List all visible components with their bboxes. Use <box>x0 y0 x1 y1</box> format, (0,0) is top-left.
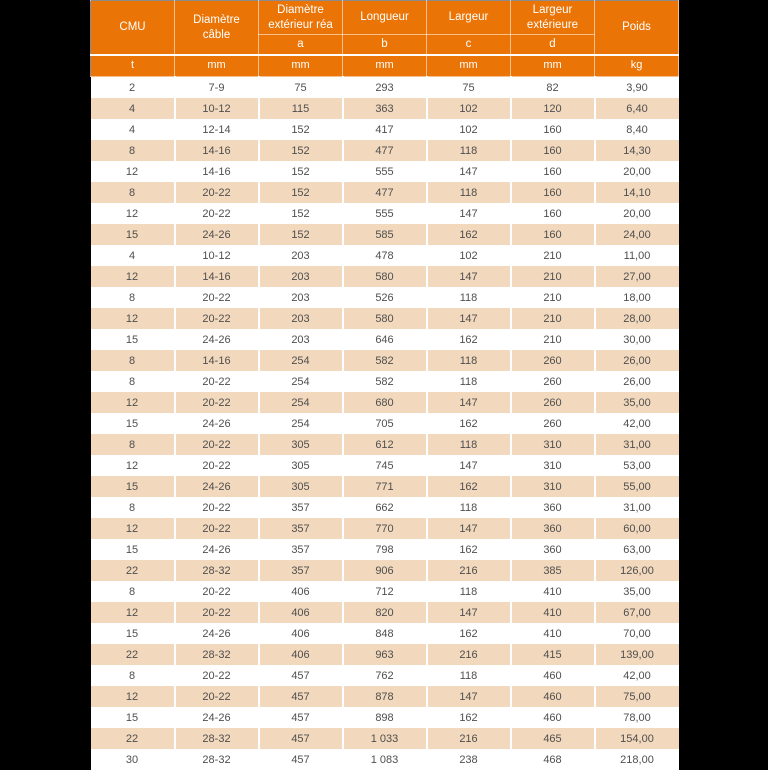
table-cell: 102 <box>427 245 511 266</box>
table-cell: 360 <box>511 518 595 539</box>
table-cell: 162 <box>427 707 511 728</box>
table-cell: 162 <box>427 224 511 245</box>
table-cell: 26,00 <box>595 371 679 392</box>
table-cell: 60,00 <box>595 518 679 539</box>
table-cell: 152 <box>259 161 343 182</box>
table-cell: 147 <box>427 308 511 329</box>
table-cell: 357 <box>259 539 343 560</box>
table-row <box>91 140 679 161</box>
table-cell: 363 <box>343 98 427 119</box>
table-cell: 147 <box>427 686 511 707</box>
table-row <box>91 434 679 455</box>
table-cell: 26,00 <box>595 350 679 371</box>
table-cell: 305 <box>259 476 343 497</box>
table-cell: 357 <box>259 560 343 581</box>
table-cell: 75 <box>259 77 343 99</box>
dimension-letter-d: d <box>511 35 595 56</box>
table-cell: 160 <box>511 224 595 245</box>
table-row <box>91 308 679 329</box>
table-cell: 12 <box>91 203 175 224</box>
table-cell: 15 <box>91 623 175 644</box>
table-row <box>91 245 679 266</box>
table-row <box>91 581 679 602</box>
table-cell: 580 <box>343 308 427 329</box>
specification-table <box>90 0 679 770</box>
table-cell: 22 <box>91 560 175 581</box>
table-cell: 20-22 <box>175 203 259 224</box>
table-cell: 1 033 <box>343 728 427 749</box>
table-cell: 254 <box>259 350 343 371</box>
table-cell: 238 <box>427 749 511 770</box>
table-cell: 160 <box>511 119 595 140</box>
table-row <box>91 560 679 581</box>
table-cell: 28-32 <box>175 728 259 749</box>
table-cell: 147 <box>427 518 511 539</box>
table-cell: 705 <box>343 413 427 434</box>
table-row <box>91 665 679 686</box>
table-cell: 2 <box>91 77 175 99</box>
table-cell: 460 <box>511 707 595 728</box>
table-cell: 152 <box>259 182 343 203</box>
table-cell: 460 <box>511 686 595 707</box>
table-cell: 8 <box>91 287 175 308</box>
table-cell: 798 <box>343 539 427 560</box>
table-cell: 20-22 <box>175 287 259 308</box>
table-row <box>91 329 679 350</box>
table-cell: 24-26 <box>175 413 259 434</box>
table-cell: 8 <box>91 497 175 518</box>
table-cell: 126,00 <box>595 560 679 581</box>
column-header-diametre-exterieur-rea: Diamètre extérieur réa <box>259 1 343 35</box>
table-cell: 260 <box>511 350 595 371</box>
table-cell: 457 <box>259 749 343 770</box>
table-cell: 14,10 <box>595 182 679 203</box>
table-cell: 848 <box>343 623 427 644</box>
table-cell: 15 <box>91 413 175 434</box>
table-row <box>91 182 679 203</box>
table-cell: 12-14 <box>175 119 259 140</box>
table-cell: 8 <box>91 581 175 602</box>
table-row <box>91 371 679 392</box>
table-cell: 15 <box>91 476 175 497</box>
table-cell: 147 <box>427 602 511 623</box>
table-cell: 203 <box>259 329 343 350</box>
table-cell: 20-22 <box>175 581 259 602</box>
table-cell: 10-12 <box>175 98 259 119</box>
column-header-cmu: CMU <box>91 1 175 56</box>
table-cell: 210 <box>511 329 595 350</box>
unit-largeur: mm <box>427 55 511 77</box>
table-cell: 12 <box>91 455 175 476</box>
table-row <box>91 224 679 245</box>
table-body <box>91 77 679 770</box>
table-cell: 460 <box>511 665 595 686</box>
table-cell: 360 <box>511 497 595 518</box>
table-cell: 28,00 <box>595 308 679 329</box>
table-cell: 70,00 <box>595 623 679 644</box>
table-cell: 406 <box>259 581 343 602</box>
table-cell: 35,00 <box>595 392 679 413</box>
table-cell: 216 <box>427 644 511 665</box>
table-cell: 745 <box>343 455 427 476</box>
table-cell: 12 <box>91 161 175 182</box>
unit-diametre-exterieur: mm <box>259 55 343 77</box>
table-cell: 218,00 <box>595 749 679 770</box>
table-row <box>91 203 679 224</box>
table-cell: 147 <box>427 161 511 182</box>
table-cell: 147 <box>427 455 511 476</box>
table-cell: 4 <box>91 245 175 266</box>
table-cell: 410 <box>511 602 595 623</box>
table-cell: 24-26 <box>175 707 259 728</box>
table-cell: 75 <box>427 77 511 99</box>
table-cell: 203 <box>259 308 343 329</box>
table-cell: 115 <box>259 98 343 119</box>
table-cell: 12 <box>91 308 175 329</box>
table-cell: 14,30 <box>595 140 679 161</box>
table-cell: 465 <box>511 728 595 749</box>
table-cell: 457 <box>259 686 343 707</box>
dimension-letter-b: b <box>343 35 427 56</box>
table-cell: 310 <box>511 455 595 476</box>
table-cell: 20-22 <box>175 371 259 392</box>
table-cell: 260 <box>511 392 595 413</box>
table-cell: 20-22 <box>175 308 259 329</box>
table-row <box>91 413 679 434</box>
table-cell: 147 <box>427 266 511 287</box>
table-cell: 468 <box>511 749 595 770</box>
table-cell: 162 <box>427 539 511 560</box>
table-cell: 20-22 <box>175 518 259 539</box>
table-row <box>91 266 679 287</box>
table-cell: 35,00 <box>595 581 679 602</box>
table-cell: 406 <box>259 644 343 665</box>
table-cell: 20-22 <box>175 497 259 518</box>
table-cell: 162 <box>427 623 511 644</box>
table-cell: 10-12 <box>175 245 259 266</box>
table-cell: 42,00 <box>595 413 679 434</box>
table-cell: 160 <box>511 203 595 224</box>
table-cell: 210 <box>511 308 595 329</box>
header-row-main <box>91 1 679 35</box>
table-row <box>91 287 679 308</box>
table-cell: 20-22 <box>175 602 259 623</box>
table-cell: 162 <box>427 329 511 350</box>
table-cell: 260 <box>511 413 595 434</box>
table-row <box>91 476 679 497</box>
table-cell: 293 <box>343 77 427 99</box>
table-cell: 477 <box>343 182 427 203</box>
table-cell: 385 <box>511 560 595 581</box>
unit-largeur-exterieure: mm <box>511 55 595 77</box>
table-cell: 53,00 <box>595 455 679 476</box>
unit-cmu: t <box>91 55 175 77</box>
table-cell: 15 <box>91 539 175 560</box>
table-cell: 147 <box>427 392 511 413</box>
table-cell: 216 <box>427 560 511 581</box>
table-cell: 612 <box>343 434 427 455</box>
table-cell: 8,40 <box>595 119 679 140</box>
table-cell: 526 <box>343 287 427 308</box>
table-cell: 771 <box>343 476 427 497</box>
table-cell: 8 <box>91 434 175 455</box>
table-cell: 406 <box>259 623 343 644</box>
table-row <box>91 728 679 749</box>
column-header-largeur: Largeur <box>427 1 511 35</box>
table-cell: 8 <box>91 665 175 686</box>
table-cell: 24-26 <box>175 539 259 560</box>
table-cell: 8 <box>91 182 175 203</box>
table-cell: 14-16 <box>175 350 259 371</box>
table-cell: 762 <box>343 665 427 686</box>
table-cell: 147 <box>427 203 511 224</box>
table-cell: 357 <box>259 497 343 518</box>
table-cell: 20-22 <box>175 665 259 686</box>
table-cell: 580 <box>343 266 427 287</box>
table-cell: 102 <box>427 98 511 119</box>
table-cell: 14-16 <box>175 140 259 161</box>
column-header-poids: Poids <box>595 1 679 56</box>
table-cell: 203 <box>259 287 343 308</box>
table-cell: 210 <box>511 245 595 266</box>
table-cell: 410 <box>511 623 595 644</box>
table-cell: 305 <box>259 455 343 476</box>
table-cell: 20,00 <box>595 203 679 224</box>
table-cell: 210 <box>511 287 595 308</box>
table-cell: 4 <box>91 119 175 140</box>
table-cell: 152 <box>259 203 343 224</box>
table-cell: 8 <box>91 140 175 161</box>
column-header-largeur-exterieure: Largeur extérieure <box>511 1 595 35</box>
table-cell: 7-9 <box>175 77 259 99</box>
table-row <box>91 350 679 371</box>
table-cell: 254 <box>259 371 343 392</box>
table-cell: 457 <box>259 707 343 728</box>
table-cell: 415 <box>511 644 595 665</box>
table-cell: 898 <box>343 707 427 728</box>
table-cell: 12 <box>91 266 175 287</box>
table-cell: 42,00 <box>595 665 679 686</box>
table-row <box>91 518 679 539</box>
table-cell: 31,00 <box>595 434 679 455</box>
table-row <box>91 497 679 518</box>
table-cell: 770 <box>343 518 427 539</box>
table-cell: 357 <box>259 518 343 539</box>
table-cell: 8 <box>91 350 175 371</box>
table-row <box>91 539 679 560</box>
table-cell: 162 <box>427 413 511 434</box>
table-cell: 712 <box>343 581 427 602</box>
table-cell: 20-22 <box>175 182 259 203</box>
table-cell: 216 <box>427 728 511 749</box>
dimension-letter-c: c <box>427 35 511 56</box>
table-row <box>91 119 679 140</box>
dimension-letter-a: a <box>259 35 343 56</box>
table-cell: 28-32 <box>175 644 259 665</box>
table-cell: 360 <box>511 539 595 560</box>
table-cell: 254 <box>259 413 343 434</box>
table-cell: 63,00 <box>595 539 679 560</box>
table-cell: 160 <box>511 161 595 182</box>
table-cell: 12 <box>91 602 175 623</box>
table-cell: 30,00 <box>595 329 679 350</box>
table-cell: 457 <box>259 728 343 749</box>
table-cell: 477 <box>343 140 427 161</box>
table-cell: 15 <box>91 329 175 350</box>
table-cell: 118 <box>427 371 511 392</box>
table-cell: 28-32 <box>175 560 259 581</box>
table-cell: 20,00 <box>595 161 679 182</box>
table-cell: 260 <box>511 371 595 392</box>
table-cell: 15 <box>91 224 175 245</box>
table-cell: 18,00 <box>595 287 679 308</box>
table-cell: 680 <box>343 392 427 413</box>
table-cell: 646 <box>343 329 427 350</box>
table-cell: 24-26 <box>175 476 259 497</box>
table-cell: 78,00 <box>595 707 679 728</box>
table-cell: 27,00 <box>595 266 679 287</box>
table-cell: 310 <box>511 434 595 455</box>
table-cell: 55,00 <box>595 476 679 497</box>
table-cell: 152 <box>259 224 343 245</box>
table-cell: 12 <box>91 686 175 707</box>
table-cell: 410 <box>511 581 595 602</box>
table-cell: 160 <box>511 140 595 161</box>
table-cell: 152 <box>259 140 343 161</box>
column-header-diametre-cable: Diamètre câble <box>175 1 259 56</box>
table-cell: 160 <box>511 182 595 203</box>
table-row <box>91 707 679 728</box>
header-row-units <box>91 55 679 77</box>
table-cell: 906 <box>343 560 427 581</box>
table-row <box>91 623 679 644</box>
table-cell: 154,00 <box>595 728 679 749</box>
table-cell: 3,90 <box>595 77 679 99</box>
table-cell: 8 <box>91 371 175 392</box>
table-cell: 139,00 <box>595 644 679 665</box>
table-cell: 585 <box>343 224 427 245</box>
table-cell: 820 <box>343 602 427 623</box>
table-cell: 20-22 <box>175 455 259 476</box>
table-cell: 118 <box>427 665 511 686</box>
table-cell: 203 <box>259 245 343 266</box>
unit-diametre-cable: mm <box>175 55 259 77</box>
table-cell: 555 <box>343 161 427 182</box>
table-row <box>91 161 679 182</box>
table-cell: 12 <box>91 392 175 413</box>
table-cell: 24-26 <box>175 224 259 245</box>
table-cell: 20-22 <box>175 434 259 455</box>
table-cell: 478 <box>343 245 427 266</box>
table-cell: 963 <box>343 644 427 665</box>
table-cell: 305 <box>259 434 343 455</box>
table-cell: 102 <box>427 119 511 140</box>
table-cell: 162 <box>427 476 511 497</box>
table-cell: 20-22 <box>175 392 259 413</box>
table-cell: 1 083 <box>343 749 427 770</box>
table-cell: 203 <box>259 266 343 287</box>
table-cell: 210 <box>511 266 595 287</box>
table-cell: 118 <box>427 581 511 602</box>
table-row <box>91 77 679 99</box>
table-cell: 582 <box>343 350 427 371</box>
table-header <box>91 1 679 77</box>
table-cell: 118 <box>427 497 511 518</box>
table-cell: 254 <box>259 392 343 413</box>
table-cell: 28-32 <box>175 749 259 770</box>
table-cell: 120 <box>511 98 595 119</box>
table-cell: 406 <box>259 602 343 623</box>
table-cell: 11,00 <box>595 245 679 266</box>
table-cell: 15 <box>91 707 175 728</box>
table-cell: 67,00 <box>595 602 679 623</box>
table-cell: 582 <box>343 371 427 392</box>
table-cell: 118 <box>427 140 511 161</box>
table-cell: 20-22 <box>175 686 259 707</box>
table-cell: 4 <box>91 98 175 119</box>
unit-poids: kg <box>595 55 679 77</box>
table-cell: 878 <box>343 686 427 707</box>
unit-longueur: mm <box>343 55 427 77</box>
table-cell: 118 <box>427 287 511 308</box>
table-cell: 24-26 <box>175 623 259 644</box>
table-cell: 30 <box>91 749 175 770</box>
table-cell: 14-16 <box>175 266 259 287</box>
table-row <box>91 602 679 623</box>
table-cell: 24,00 <box>595 224 679 245</box>
table-cell: 31,00 <box>595 497 679 518</box>
table-row <box>91 392 679 413</box>
table-cell: 118 <box>427 182 511 203</box>
table-row <box>91 749 679 770</box>
table-row <box>91 455 679 476</box>
table-cell: 22 <box>91 728 175 749</box>
table-cell: 555 <box>343 203 427 224</box>
table-cell: 417 <box>343 119 427 140</box>
table-cell: 457 <box>259 665 343 686</box>
table-cell: 118 <box>427 434 511 455</box>
table-cell: 22 <box>91 644 175 665</box>
table-cell: 82 <box>511 77 595 99</box>
table-cell: 662 <box>343 497 427 518</box>
table-row <box>91 686 679 707</box>
table-cell: 6,40 <box>595 98 679 119</box>
table-cell: 75,00 <box>595 686 679 707</box>
table-cell: 152 <box>259 119 343 140</box>
table-cell: 310 <box>511 476 595 497</box>
table-cell: 12 <box>91 518 175 539</box>
table-row <box>91 98 679 119</box>
column-header-longueur: Longueur <box>343 1 427 35</box>
table-row <box>91 644 679 665</box>
table-cell: 14-16 <box>175 161 259 182</box>
table-cell: 24-26 <box>175 329 259 350</box>
table-cell: 118 <box>427 350 511 371</box>
